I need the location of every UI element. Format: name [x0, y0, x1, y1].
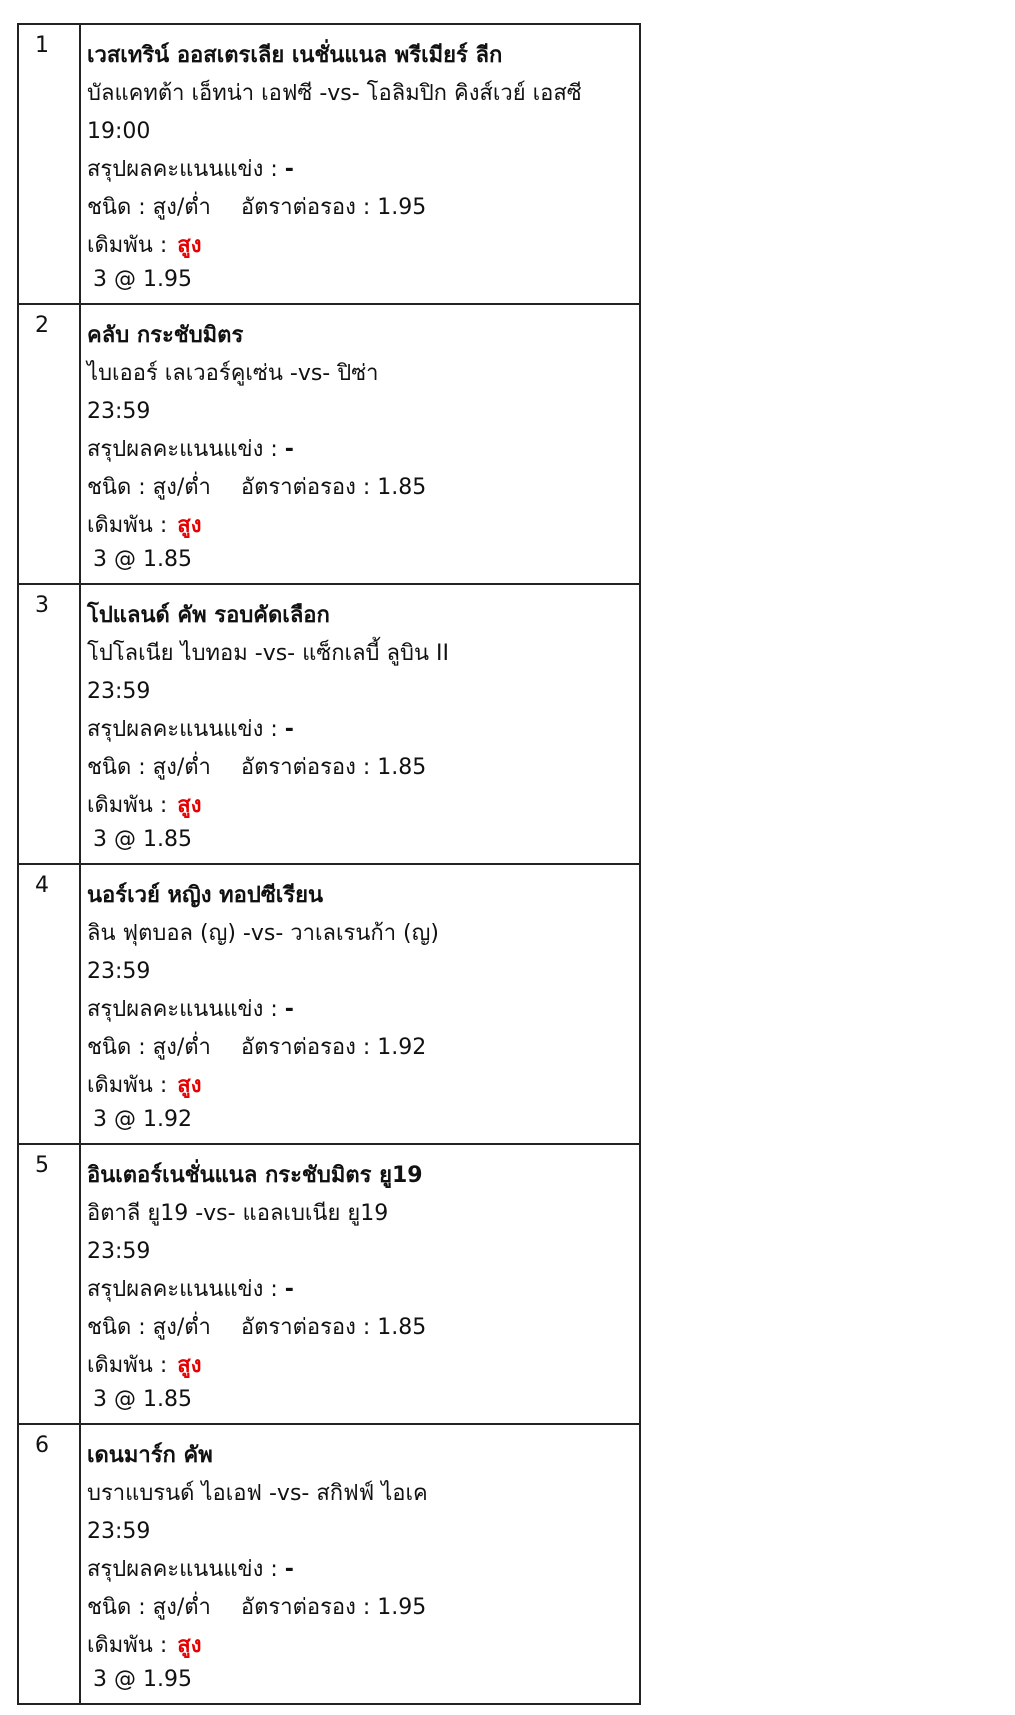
bet-selection	[87, 1347, 633, 1385]
score-summary-value: -	[284, 997, 294, 1022]
bet-type-value: สูง/ต่ำ	[152, 1595, 211, 1620]
bet-number: 6	[18, 1424, 80, 1704]
bet-details	[80, 1144, 640, 1424]
league-name: เวสเทริน์ ออสเตรเลีย เนชั่นแนล พรีเมียร์ ลีก	[87, 43, 503, 68]
selection-value: สูง	[177, 513, 202, 538]
match-time: 19:00	[87, 119, 151, 144]
match-time: 23:59	[87, 959, 151, 984]
bet-row	[18, 304, 640, 584]
bet-rows	[18, 24, 640, 1704]
bet-details	[80, 24, 640, 304]
odds-label: อัตราต่อรอง :	[240, 755, 371, 780]
score-summary	[87, 991, 633, 1029]
odds-label: อัตราต่อรอง :	[240, 1315, 371, 1340]
match-teams: ลิน ฟุตบอล (ญ) -vs- วาเลเรนก้า (ญ)	[87, 921, 439, 946]
bet-type-odds	[87, 1589, 633, 1627]
odds-value: 1.85	[377, 475, 427, 500]
bet-type-label: ชนิด :	[87, 195, 146, 220]
match-time: 23:59	[87, 399, 151, 424]
stake: 3 @ 1.85	[93, 1387, 192, 1412]
match-teams: ไบเออร์ เลเวอร์คูเซ่น -vs- ปิซ่า	[87, 361, 379, 386]
match-teams: บราแบรนด์ ไอเอฟ -vs- สกิฟฟ์ ไอเค	[87, 1481, 428, 1506]
match-teams: โปโลเนีย ไบทอม -vs- แซ็กเลบี้ ลูบิน II	[87, 641, 449, 666]
bet-row	[18, 584, 640, 864]
score-summary-value: -	[284, 717, 294, 742]
bet-row	[18, 1144, 640, 1424]
league-name: อินเตอร์เนชั่นแนล กระชับมิตร ยู19	[87, 1163, 423, 1188]
bet-label: เดิมพัน :	[87, 793, 168, 818]
bet-label: เดิมพัน :	[87, 513, 168, 538]
odds-label: อัตราต่อรอง :	[240, 1595, 371, 1620]
league-name: โปแลนด์ คัพ รอบคัดเลือก	[87, 603, 330, 628]
odds-label: อัตราต่อรอง :	[240, 195, 371, 220]
score-summary-label: สรุปผลคะแนนแข่ง :	[87, 997, 278, 1022]
score-summary-label: สรุปผลคะแนนแข่ง :	[87, 157, 278, 182]
bet-number: 3	[18, 584, 80, 864]
bet-type-label: ชนิด :	[87, 1315, 146, 1340]
bet-label: เดิมพัน :	[87, 233, 168, 258]
bet-selection	[87, 227, 633, 265]
score-summary-label: สรุปผลคะแนนแข่ง :	[87, 1277, 278, 1302]
odds-value: 1.92	[377, 1035, 427, 1060]
bet-details	[80, 584, 640, 864]
score-summary	[87, 431, 633, 469]
bet-label: เดิมพัน :	[87, 1073, 168, 1098]
selection-value: สูง	[177, 1353, 202, 1378]
match-time: 23:59	[87, 1519, 151, 1544]
stake: 3 @ 1.92	[93, 1107, 192, 1132]
stake: 3 @ 1.95	[93, 267, 192, 292]
odds-value: 1.85	[377, 755, 427, 780]
bet-type-odds	[87, 749, 633, 787]
score-summary-label: สรุปผลคะแนนแข่ง :	[87, 437, 278, 462]
selection-value: สูง	[177, 233, 202, 258]
score-summary-label: สรุปผลคะแนนแข่ง :	[87, 1557, 278, 1582]
score-summary-value: -	[284, 1277, 294, 1302]
match-time: 23:59	[87, 679, 151, 704]
bet-number: 1	[18, 24, 80, 304]
bet-details	[80, 304, 640, 584]
bet-details	[80, 864, 640, 1144]
bet-type-value: สูง/ต่ำ	[152, 1315, 211, 1340]
score-summary	[87, 151, 633, 189]
bet-row	[18, 864, 640, 1144]
score-summary-value: -	[284, 157, 294, 182]
selection-value: สูง	[177, 793, 202, 818]
bet-type-label: ชนิด :	[87, 755, 146, 780]
match-teams: บัลแคทต้า เอ็ทน่า เอฟซี -vs- โอลิมปิก คิงส์เวย์ เอสซี	[87, 81, 582, 106]
bet-type-label: ชนิด :	[87, 475, 146, 500]
bet-slip-table	[17, 23, 641, 1705]
odds-value: 1.85	[377, 1315, 427, 1340]
score-summary	[87, 1271, 633, 1309]
bet-type-label: ชนิด :	[87, 1035, 146, 1060]
bet-row	[18, 1424, 640, 1704]
bet-label: เดิมพัน :	[87, 1353, 168, 1378]
stake: 3 @ 1.95	[93, 1667, 192, 1692]
score-summary	[87, 711, 633, 749]
odds-value: 1.95	[377, 195, 427, 220]
league-name: คลับ กระชับมิตร	[87, 323, 244, 348]
stake: 3 @ 1.85	[93, 547, 192, 572]
bet-type-odds	[87, 189, 633, 227]
match-teams: อิตาลี ยู19 -vs- แอลเบเนีย ยู19	[87, 1201, 389, 1226]
odds-value: 1.95	[377, 1595, 427, 1620]
bet-type-odds	[87, 469, 633, 507]
bet-type-odds	[87, 1309, 633, 1347]
score-summary-label: สรุปผลคะแนนแข่ง :	[87, 717, 278, 742]
bet-type-label: ชนิด :	[87, 1595, 146, 1620]
bet-row	[18, 24, 640, 304]
odds-label: อัตราต่อรอง :	[240, 475, 371, 500]
stake: 3 @ 1.85	[93, 827, 192, 852]
score-summary	[87, 1551, 633, 1589]
bet-type-value: สูง/ต่ำ	[152, 1035, 211, 1060]
bet-selection	[87, 1627, 633, 1665]
bet-number: 2	[18, 304, 80, 584]
score-summary-value: -	[284, 437, 294, 462]
bet-type-odds	[87, 1029, 633, 1067]
bet-label: เดิมพัน :	[87, 1633, 168, 1658]
match-time: 23:59	[87, 1239, 151, 1264]
bet-number: 5	[18, 1144, 80, 1424]
bet-selection	[87, 507, 633, 545]
bet-selection	[87, 1067, 633, 1105]
bet-type-value: สูง/ต่ำ	[152, 755, 211, 780]
selection-value: สูง	[177, 1633, 202, 1658]
league-name: นอร์เวย์ หญิง ทอปซีเรียน	[87, 883, 324, 908]
score-summary-value: -	[284, 1557, 294, 1582]
odds-label: อัตราต่อรอง :	[240, 1035, 371, 1060]
bet-selection	[87, 787, 633, 825]
bet-type-value: สูง/ต่ำ	[152, 195, 211, 220]
league-name: เดนมาร์ก คัพ	[87, 1443, 213, 1468]
bet-number: 4	[18, 864, 80, 1144]
selection-value: สูง	[177, 1073, 202, 1098]
bet-details	[80, 1424, 640, 1704]
bet-type-value: สูง/ต่ำ	[152, 475, 211, 500]
